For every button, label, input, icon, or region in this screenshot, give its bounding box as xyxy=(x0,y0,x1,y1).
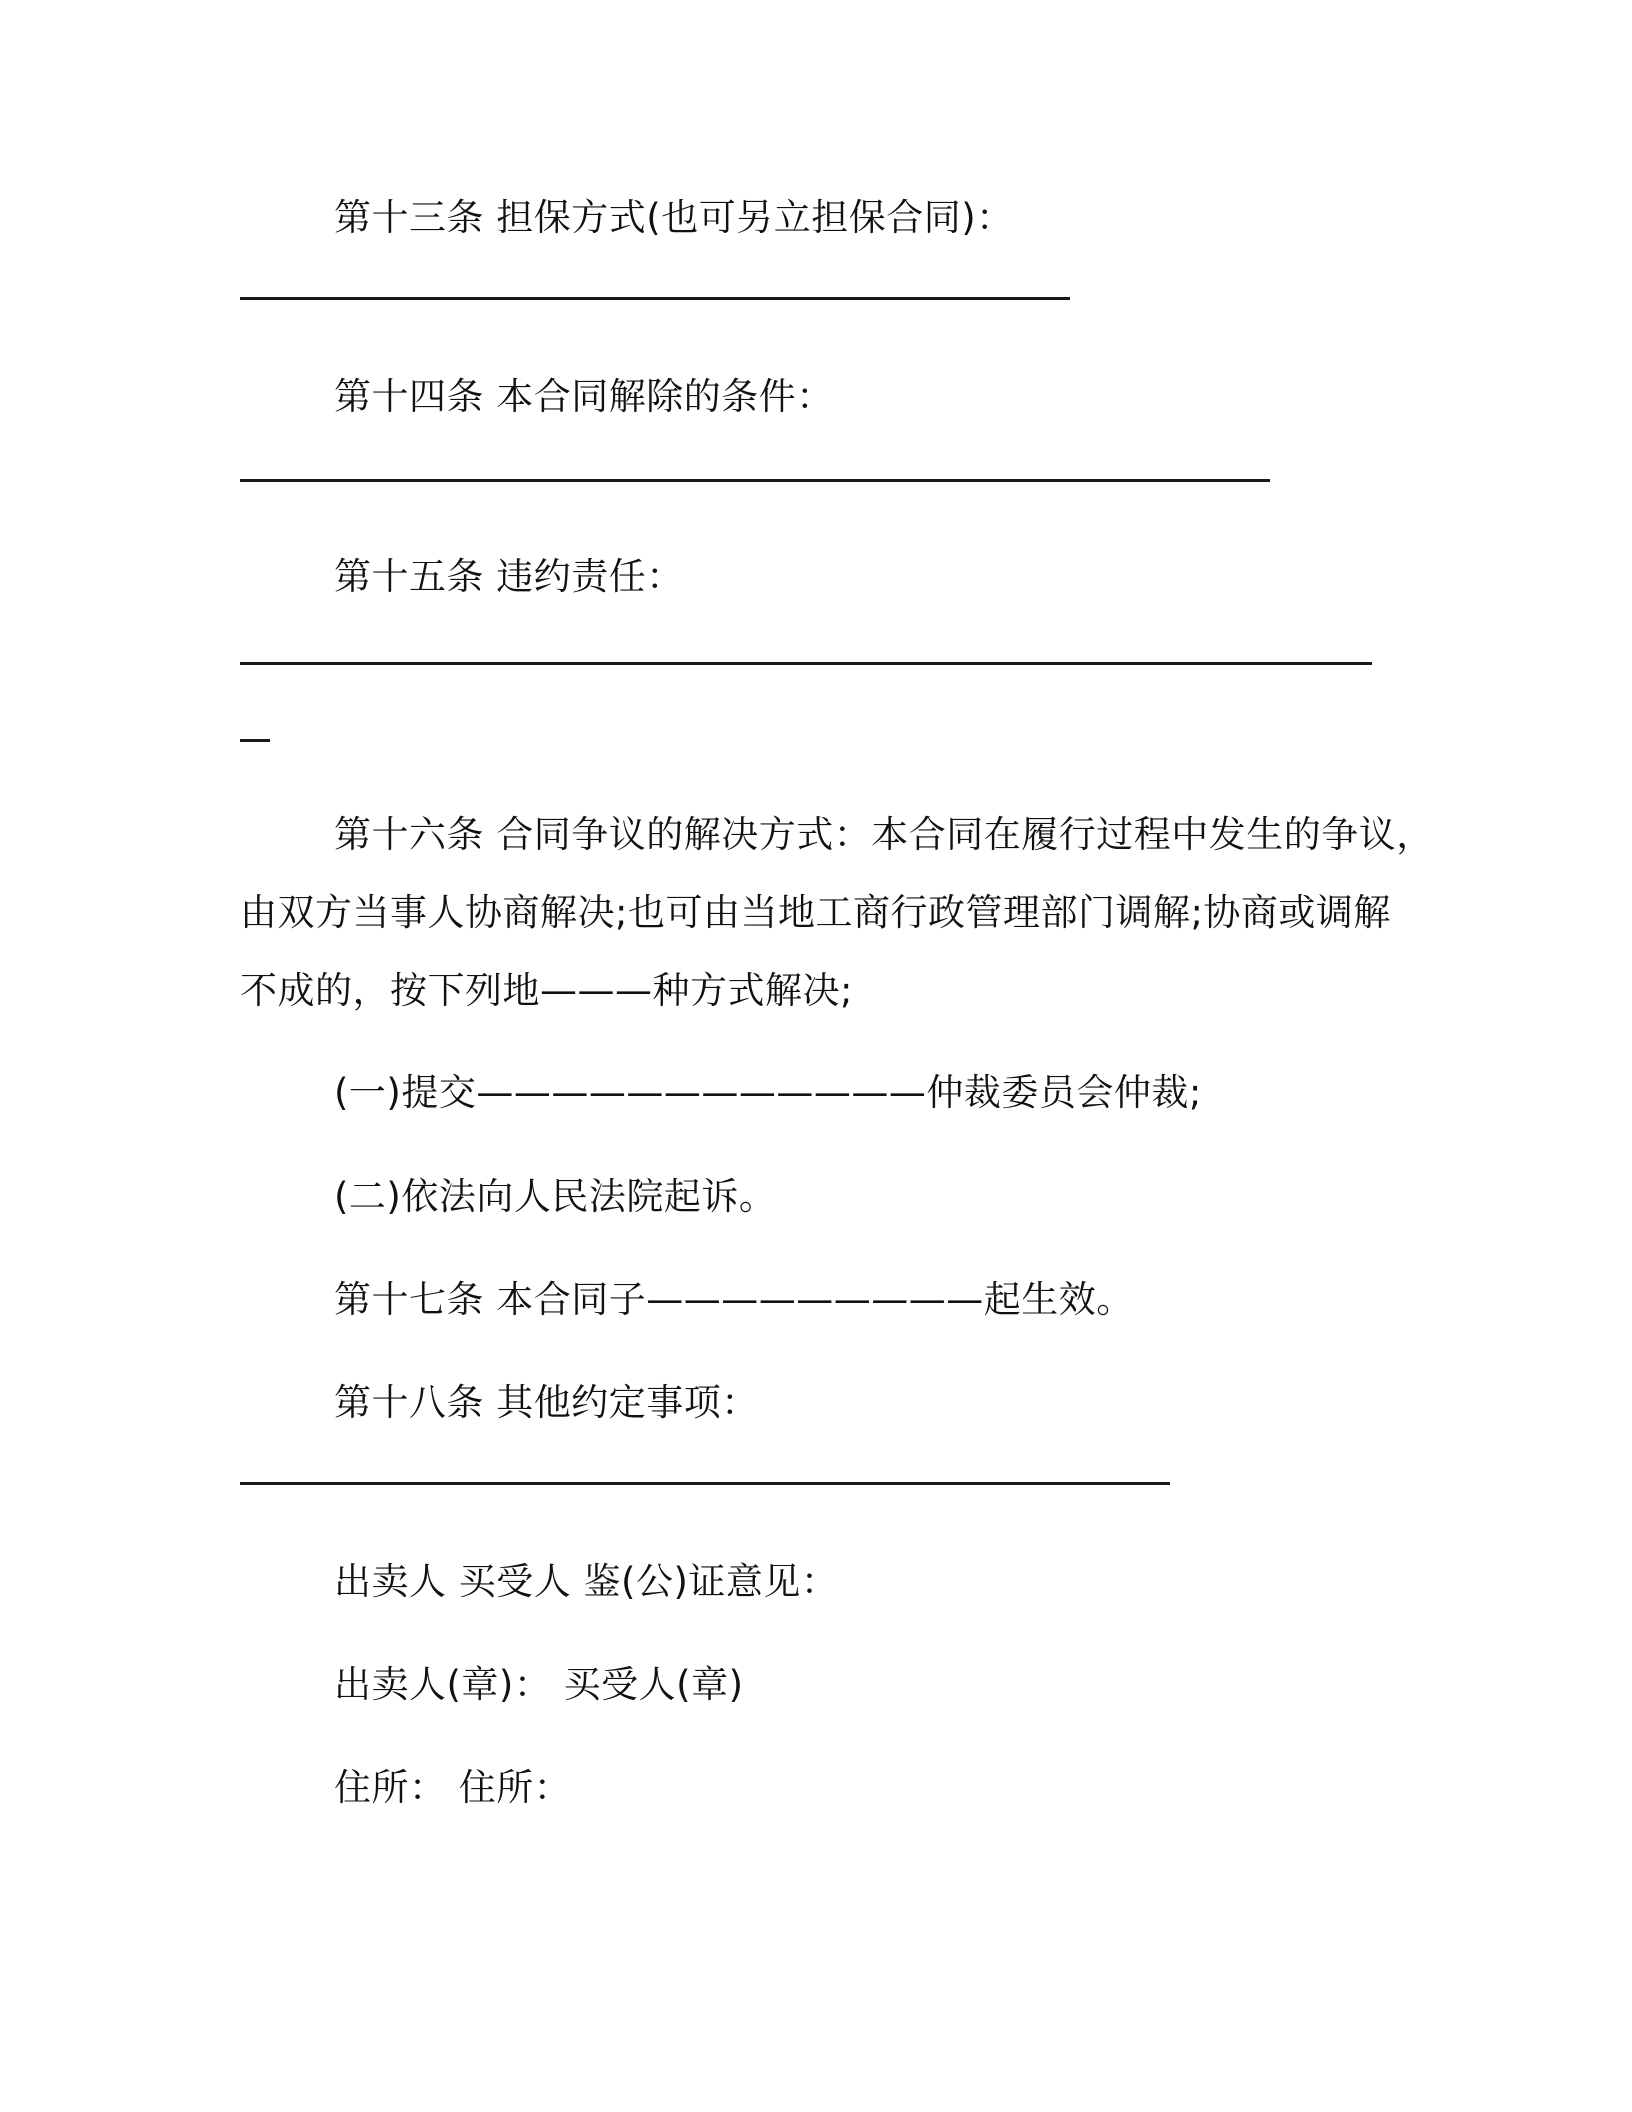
clause-13: 第十三条 担保方式(也可另立担保合同)： xyxy=(334,196,1014,239)
signature-seals: 出卖人(章)： 买受人(章) xyxy=(334,1663,744,1706)
clause-16-line-1: 第十六条 合同争议的解决方式：本合同在履行过程中发生的争议， xyxy=(334,813,1434,856)
blank-line-13 xyxy=(240,297,1070,300)
blank-line-15-tail xyxy=(240,739,270,742)
clause-16-option-2: (二)依法向人民法院起诉。 xyxy=(334,1175,777,1218)
clause-16-line-2: 由双方当事人协商解决;也可由当地工商行政管理部门调解;协商或调解 xyxy=(240,891,1391,934)
blank-line-18 xyxy=(240,1482,1170,1485)
blank-line-14 xyxy=(240,479,1270,482)
clause-16-line-3: 不成的，按下列地———种方式解决; xyxy=(240,969,853,1012)
signature-parties: 出卖人 买受人 鉴(公)证意见： xyxy=(334,1560,839,1603)
clause-15: 第十五条 违约责任： xyxy=(334,555,684,598)
clause-17: 第十七条 本合同子—————————起生效。 xyxy=(334,1278,1134,1321)
signature-address: 住所： 住所： xyxy=(334,1766,572,1809)
clause-14: 第十四条 本合同解除的条件： xyxy=(334,375,834,418)
clause-18: 第十八条 其他约定事项： xyxy=(334,1381,759,1424)
clause-16-option-1: (一)提交————————————仲裁委员会仲裁; xyxy=(334,1071,1202,1114)
blank-line-15 xyxy=(240,662,1372,665)
